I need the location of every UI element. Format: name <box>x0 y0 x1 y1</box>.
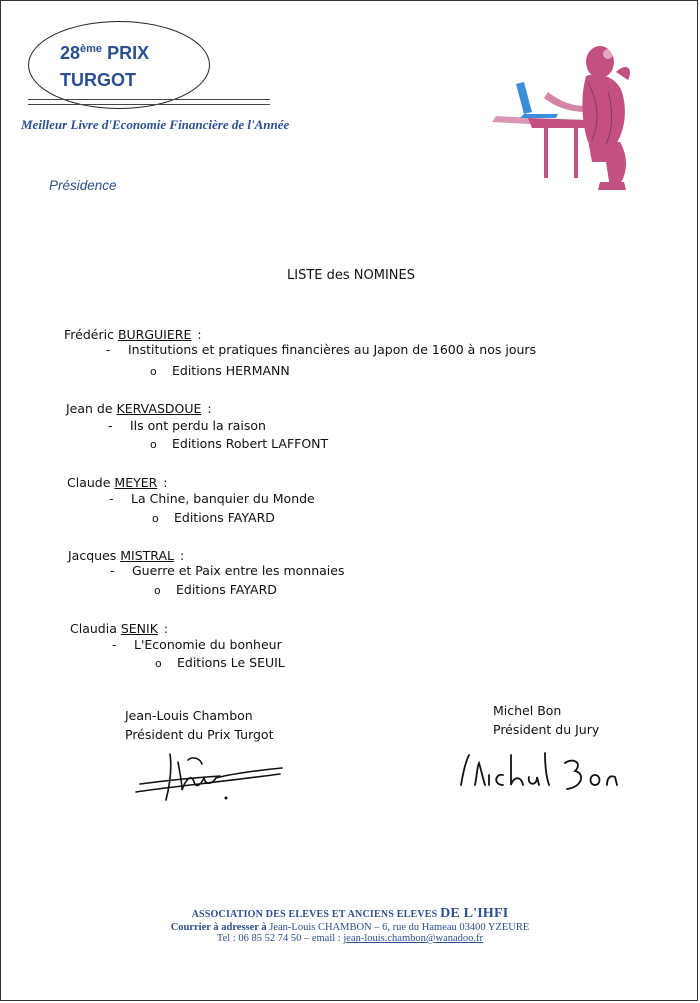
footer-courier <box>0 922 700 933</box>
publisher: Editions Robert LAFFONT <box>172 436 329 451</box>
book-title-line <box>112 637 282 652</box>
circle-bullet: o <box>150 438 157 451</box>
book-title-line <box>110 563 345 578</box>
book-title: L'Economie du bonheur <box>134 637 282 652</box>
footer-association <box>0 906 700 922</box>
circle-bullet: o <box>150 365 157 378</box>
signatory-role: Président du Jury <box>493 722 600 737</box>
book-title: Institutions et pratiques financières au Japon de 1600 à nos jours <box>128 342 537 357</box>
footer-contact <box>0 933 700 944</box>
circle-bullet: o <box>154 584 161 597</box>
signatory-right <box>493 701 599 739</box>
nominee-separator: : <box>203 401 212 416</box>
signatory-left <box>125 706 273 744</box>
nominee-first-name: Jean de <box>66 401 113 416</box>
footer <box>0 906 700 944</box>
book-title: Ils ont perdu la raison <box>130 418 266 433</box>
nominee-last-name: MEYER <box>114 475 158 490</box>
circle-bullet: o <box>155 657 162 670</box>
book-title: La Chine, banquier du Monde <box>131 491 315 506</box>
nominee-separator: : <box>193 327 202 342</box>
nominee-name <box>66 401 212 416</box>
book-title-line <box>108 418 266 433</box>
prize-name: TURGOT <box>60 70 136 90</box>
nominee-name <box>70 621 168 636</box>
dash-bullet: - <box>112 637 117 652</box>
dash-bullet: - <box>110 563 115 578</box>
circle-bullet: o <box>152 512 159 525</box>
nominee-first-name: Frédéric <box>64 327 114 342</box>
reader-laptop-illustration <box>488 32 648 197</box>
book-title-line <box>106 342 536 357</box>
nominee-separator: : <box>159 621 169 636</box>
publisher-line <box>154 582 277 597</box>
courier-address: Jean-Louis CHAMBON – 6, rue du Hameau 03400 YZEURE <box>269 922 530 933</box>
signatory-name: Jean-Louis Chambon <box>125 708 253 723</box>
nominee-last-name: BURGUIERE <box>117 327 192 342</box>
publisher: Editions HERMANN <box>172 363 290 378</box>
nominee-last-name: KERVASDOUE <box>116 401 202 416</box>
edition-number: 28 <box>60 43 81 63</box>
dash-bullet: - <box>106 342 111 357</box>
publisher: Editions FAYARD <box>176 582 277 597</box>
signature-bon <box>455 745 625 800</box>
book-title: Guerre et Paix entre les monnaies <box>132 563 345 578</box>
nominee-last-name: SENIK <box>120 621 158 636</box>
association-text: ASSOCIATION DES ELEVES ET ANCIENS ELEVES <box>191 909 438 920</box>
email-link[interactable]: jean-louis.chambon@wanadoo.fr <box>343 933 484 944</box>
nominee-separator: : <box>159 475 168 490</box>
nominee-first-name: Jacques <box>68 548 117 563</box>
nominee-separator: : <box>176 548 185 563</box>
nominee-first-name: Claudia <box>70 621 117 636</box>
publisher-line <box>155 655 285 670</box>
courier-label: Courrier à adresser à <box>170 922 267 933</box>
list-title: LISTE des NOMINES <box>287 268 415 283</box>
nominee-last-name: MISTRAL <box>120 548 175 563</box>
book-title-line <box>109 491 315 506</box>
publisher: Editions FAYARD <box>174 510 275 525</box>
publisher: Editions Le SEUIL <box>177 655 285 670</box>
publisher-line <box>150 363 290 378</box>
nominee-name <box>68 548 184 563</box>
header-rule-top <box>28 99 270 100</box>
signatory-name: Michel Bon <box>493 703 562 718</box>
signature-chambon <box>130 748 290 808</box>
publisher-line <box>152 510 275 525</box>
nominee-name <box>67 475 168 490</box>
dash-bullet: - <box>109 491 114 506</box>
phone: Tel : 06 85 52 74 50 – email : <box>216 933 341 944</box>
association-school: DE L'IHFI <box>440 906 509 921</box>
prize-tagline: Meilleur Livre d'Economie Financière de l'Année <box>21 117 290 132</box>
publisher-line <box>150 436 328 451</box>
dash-bullet: - <box>108 418 113 433</box>
prix-word: PRIX <box>107 43 150 63</box>
header-rule-bottom <box>28 104 270 105</box>
section-label: Présidence <box>49 178 117 193</box>
nominee-first-name: Claude <box>67 475 111 490</box>
prize-logo <box>60 36 149 94</box>
edition-suffix: ème <box>80 43 103 55</box>
signatory-role: Président du Prix Turgot <box>125 727 274 742</box>
nominee-name <box>64 327 202 342</box>
